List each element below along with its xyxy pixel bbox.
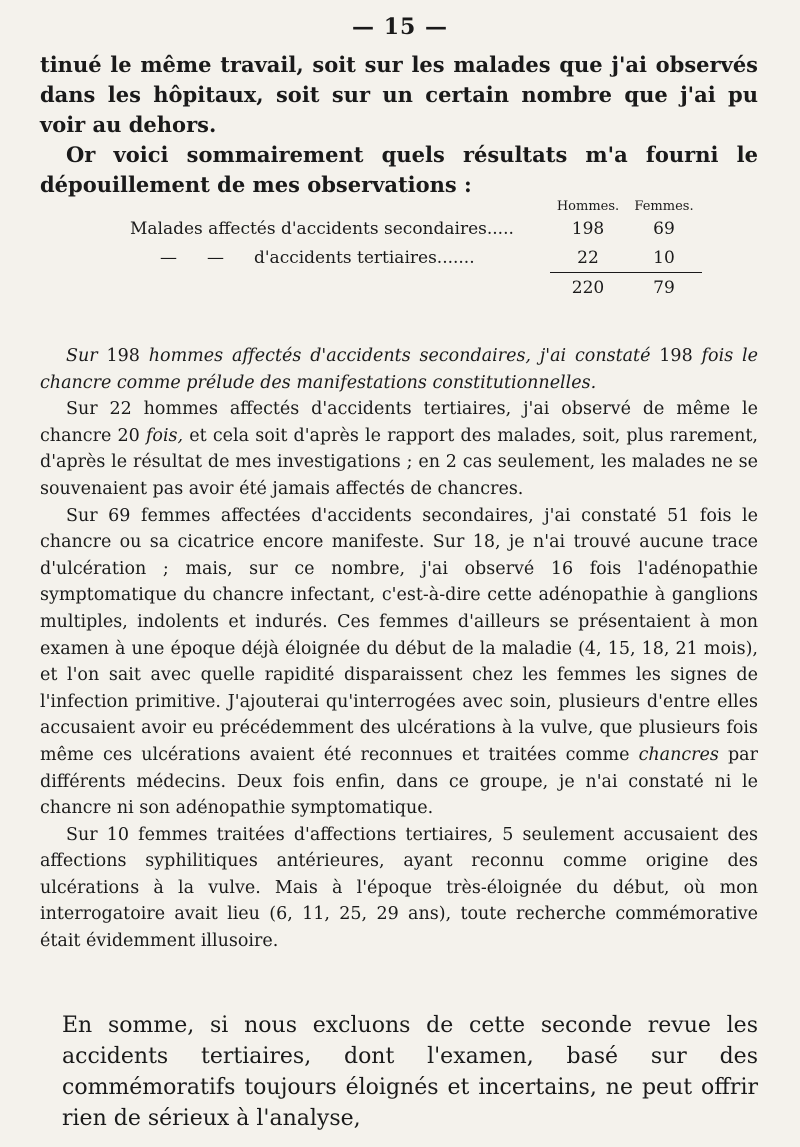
totals-row [130,273,702,303]
table-row [130,243,702,273]
body-text [40,343,758,955]
row-label: Malades affectés d'accidents secondaires..... [130,218,514,239]
table-header-row [130,194,702,214]
paragraph-hommes-secondaires: Sur 198 hommes affectés d'accidents secondaires, j'ai constaté 198 fois le chancre comme prélude des manifestations constitutionnelles. [40,346,758,393]
row-label: d'accidents tertiaires....... [254,247,475,268]
ditto-dash: — [207,247,224,268]
total-femmes: 79 [626,273,702,303]
intro-text [40,50,758,200]
closing-paragraph [62,1010,758,1134]
statistics-table [130,194,702,302]
paragraph-hommes-tertiaires: Sur 22 hommes affectés d'accidents tertiaires, j'ai observé de même le chancre 20 fois, et cela soit d'après le rapport des malades, soit, plus rarement, d'après le résultat de mes investigations ; en 2 cas seulement, les malades ne se souvenaient pas avoir été jamais affectés de chancres. [40,399,758,499]
intro-paragraph: Or voici sommairement quels résultats m'a fourni le dépouillement de mes observations : [40,142,758,197]
paragraph-femmes-tertiaires: Sur 10 femmes traitées d'affections tertiaires, 5 seulement accusaient des affections syphilitiques antérieures, ayant reconnu comme origine des ulcérations à la vulve. Mais à l'époque très-éloignée du début, où mon interrogatoire avait lieu (6, 11, 25, 29 ans), toute recherche commémorative était évidemment illusoire. [40,824,758,952]
page-number: — 15 — [352,14,448,40]
paragraph-femmes-secondaires: Sur 69 femmes affectées d'accidents secondaires, j'ai constaté 51 fois le chancre ou sa cicatrice encore manifeste. Sur 18, je n'ai trouvé aucune trace d'ulcération ; mais, sur ce nombre, j'ai observé 16 fois l'adénopathie symptomatique du chancre infectant, c'est-à-dire cette adénopathie à ganglions multiples, indolents et indurés. Ces femmes d'ailleurs se présentaient à mon examen à une époque déjà éloignée du début de la maladie (4, 15, 18, 21 mois), et l'on sait avec quelle rapidité disparaissent chez les femmes les signes de l'infection primitive. J'ajouterai qu'interrogées avec soin, plusieurs d'entre elles accusaient avoir eu précédemment des ulcérations à la vulve, que plusieurs fois même ces ulcérations avaient été reconnues et traitées comme chancres par différents médecins. Deux fois enfin, dans ce groupe, je n'ai constaté ni le chancre ni son adénopathie symptomatique. [40,505,758,819]
cell-hommes: 198 [571,218,605,239]
cell-hommes: 22 [577,247,599,268]
intro-continuation: tinué le même travail, soit sur les malades que j'ai observés dans les hôpitaux, soit sur un certain nombre que j'ai pu voir au dehors. [40,52,758,137]
table-row [130,214,702,243]
cell-femmes: 69 [653,218,675,239]
total-hommes: 220 [550,273,626,303]
column-header-femmes: Femmes. [634,199,694,214]
cell-femmes: 10 [653,247,675,268]
column-header-hommes: Hommes. [556,199,620,214]
ditto-dash: — [160,247,177,268]
closing-text: En somme, si nous excluons de cette seconde revue les accidents tertiaires, dont l'examen, basé sur des commémoratifs toujours éloignés et incertains, ne peut offrir rien de sérieux à l'analyse, [62,1013,758,1131]
